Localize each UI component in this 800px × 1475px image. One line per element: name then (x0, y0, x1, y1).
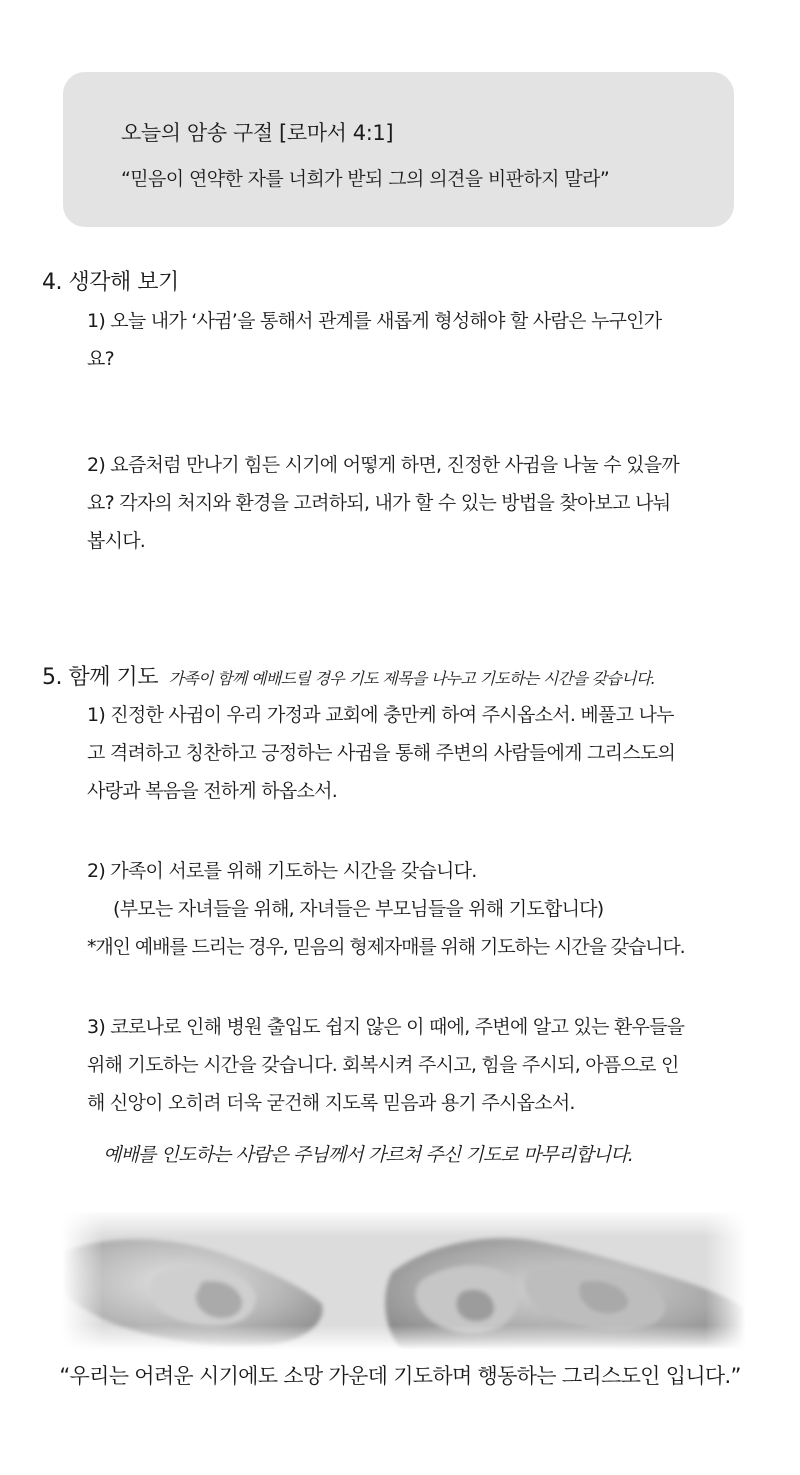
section-prayer-note: 가족이 함께 예배드릴 경우 기도 제목을 나누고 기도하는 시간을 갖습니다. (168, 669, 656, 688)
memory-verse-title: 오늘의 암송 구절 [로마서 4:1] (121, 121, 394, 145)
prayer-item-1: 1) 진정한 사귐이 우리 가정과 교회에 충만케 하여 주시옵소서. 베풀고 나누 고 격려하고 칭찬하고 긍정하는 사귐을 통해 주변의 사람들에게 그리스도의 사랑과 복음을 전하게 하옵소서. (87, 704, 676, 802)
section-prayer-heading (42, 660, 655, 691)
prayer-item-2-paren: (부모는 자녀들을 위해, 자녀들은 부모님들을 위해 기도합니다) (113, 898, 604, 920)
praying-hands-image (62, 1212, 746, 1350)
memory-verse-box (63, 72, 734, 227)
think-item-1: 1) 오늘 내가 ‘사귐’을 통해서 관계를 새롭게 형성해야 할 사람은 누구인가 요? (87, 310, 662, 370)
memory-verse-text: “믿음이 연약한 자를 너희가 받되 그의 의견을 비판하지 말라” (121, 168, 610, 190)
section-prayer-title: 5. 함께 기도 (42, 665, 158, 690)
prayer-item-2-note: *개인 예배를 드리는 경우, 믿음의 형제자매를 위해 기도하는 시간을 갖습니다. (87, 936, 685, 958)
think-item-2: 2) 요즘처럼 만나기 힘든 시기에 어떻게 하면, 진정한 사귐을 나눌 수 있을까 요? 각자의 처지와 환경을 고려하되, 내가 할 수 있는 방법을 찾아보고 나눠 봅시다. (87, 454, 679, 552)
prayer-item-3: 3) 코로나로 인해 병원 출입도 쉽지 않은 이 때에, 주변에 알고 있는 환우들을 위해 기도하는 시간을 갖습니다. 회복시켜 주시고, 힘을 주시되, 아픔으로 인 해 신앙이 오히려 더욱 굳건해 지도록 믿음과 용기 주시옵소서. (87, 1016, 685, 1114)
prayer-item-2: 2) 가족이 서로를 위해 기도하는 시간을 갖습니다. (87, 860, 477, 882)
section-think-title: 4. 생각해 보기 (42, 270, 179, 295)
footer-quote: “우리는 어려운 시기에도 소망 가운데 기도하며 행동하는 그리스도인 입니다.” (59, 1364, 741, 1388)
closing-instruction: 예배를 인도하는 사람은 주님께서 가르쳐 주신 기도로 마무리합니다. (103, 1144, 633, 1166)
